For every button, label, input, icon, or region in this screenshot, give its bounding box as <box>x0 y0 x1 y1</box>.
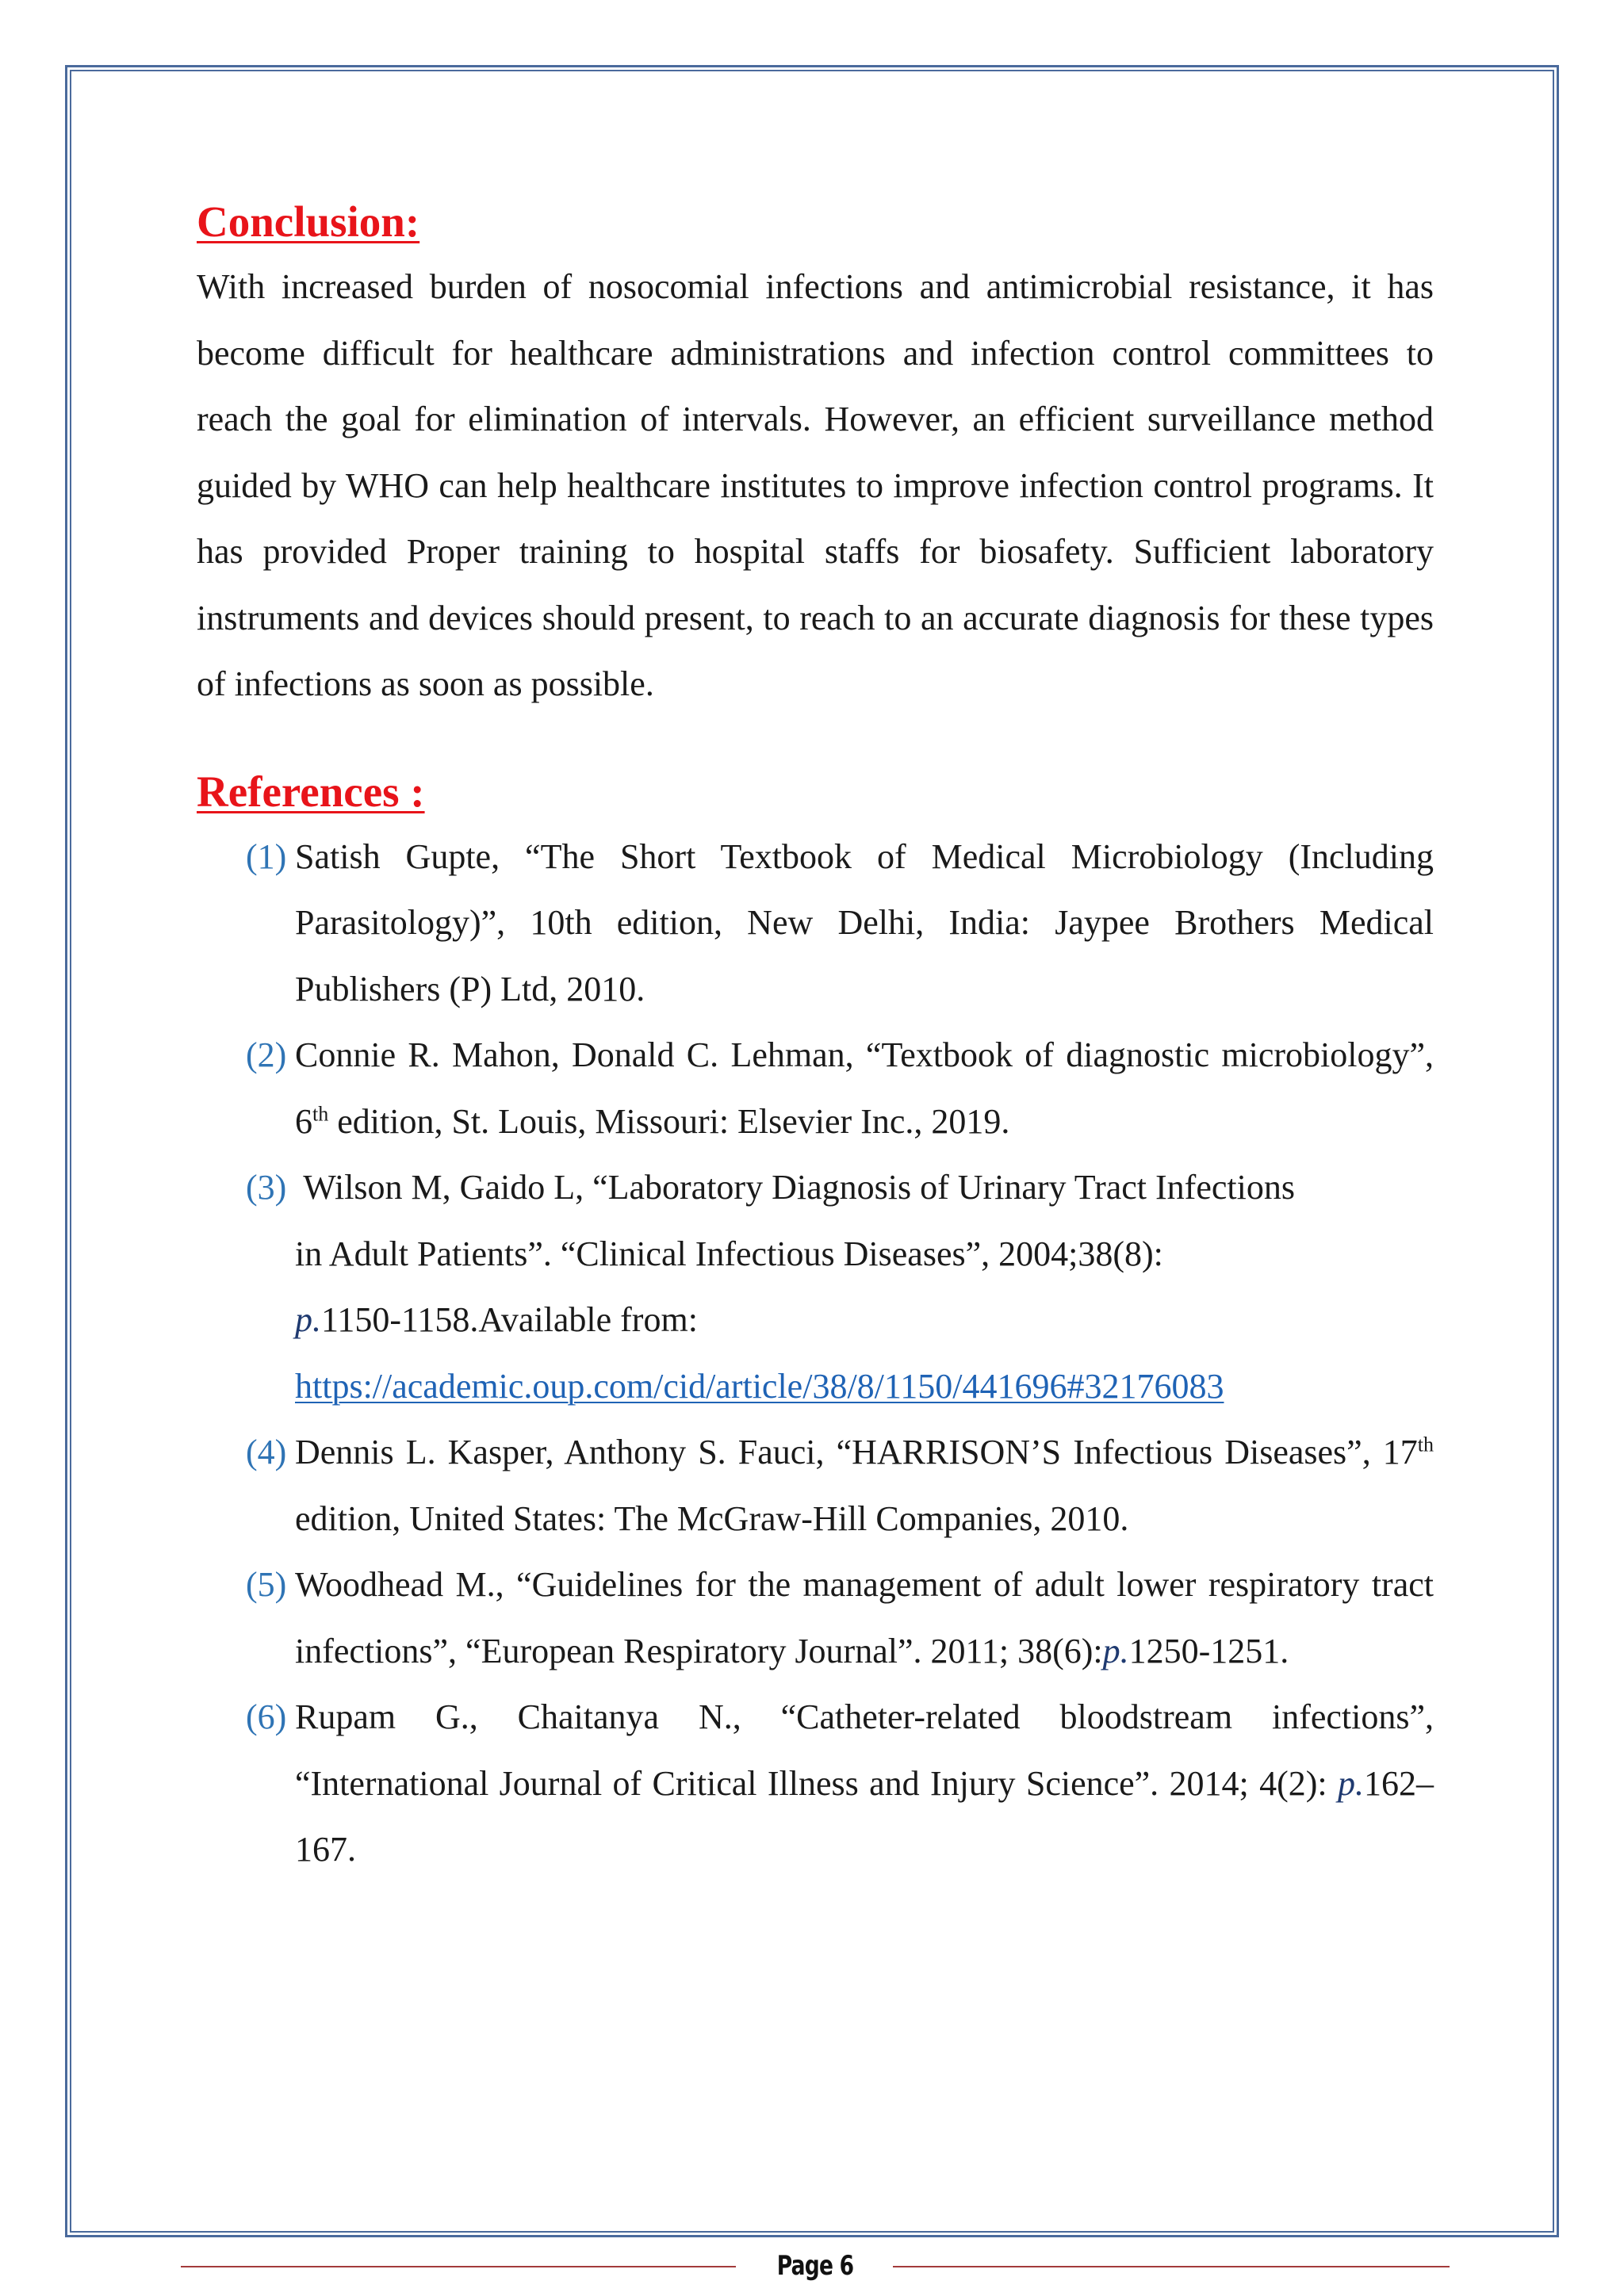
reference-text-part: 1250-1251. <box>1128 1631 1289 1670</box>
reference-item-2 <box>197 1022 1434 1154</box>
reference-line <box>295 1287 1434 1353</box>
reference-number: (3) <box>246 1168 287 1207</box>
page-number: Page 6 <box>776 2250 854 2282</box>
reference-item-6 <box>197 1684 1434 1883</box>
page-prefix: p. <box>1102 1631 1129 1670</box>
reference-list <box>197 824 1434 1883</box>
reference-item-3 <box>197 1154 1434 1419</box>
reference-number: (6) <box>246 1697 287 1736</box>
footer-rule-right <box>893 2266 1450 2267</box>
superscript: th <box>312 1101 329 1125</box>
reference-number: (4) <box>246 1433 287 1471</box>
reference-item-1 <box>197 824 1434 1023</box>
page-prefix: p. <box>1338 1763 1364 1803</box>
reference-text <box>295 1565 1434 1670</box>
footer-rule-left <box>181 2266 736 2267</box>
reference-text-part: Dennis L. Kasper, Anthony S. Fauci, “HARRISON’S Infectious Diseases”, 17 <box>295 1433 1418 1471</box>
superscript: th <box>1417 1433 1434 1456</box>
reference-text-part: Woodhead M., “Guidelines for the management of adult lower respiratory tract infections”, “European Respiratory Journal”. 2011; 38(6): <box>295 1565 1434 1670</box>
reference-line: in Adult Patients”. “Clinical Infectious Diseases”, 2004;38(8): <box>295 1234 1163 1273</box>
reference-item-4 <box>197 1419 1434 1552</box>
reference-text <box>295 1035 1434 1141</box>
reference-text-part: 1150-1158.Available from: <box>321 1300 698 1339</box>
reference-number: (5) <box>246 1565 287 1604</box>
references-heading: References : <box>197 767 425 816</box>
reference-number: (2) <box>246 1035 287 1074</box>
page-footer <box>181 2247 1450 2286</box>
reference-number: (1) <box>246 836 287 876</box>
reference-text-part: Rupam G., Chaitanya N., “Catheter-related bloodstream infections”, “International Journal of Critical Illness and Injury Science”. 2014; 4(2): <box>295 1697 1434 1803</box>
page-prefix: p. <box>295 1300 321 1339</box>
conclusion-paragraph: With increased burden of nosocomial infections and antimicrobial resistance, it has become difficult for healthcare administrations and infection control committees to reach the goal for elimination of intervals. However, an efficient surveillance method guided by WHO can help healthcare institutes to improve infection control programs. It has provided Proper training to hospital staffs for biosafety. Sufficient laboratory instruments and devices should present, to reach to an accurate diagnosis for these types of infections as soon as possible. <box>197 267 1434 703</box>
reference-text-part: Connie R. Mahon, Donald C. Lehman, “Textbook of diagnostic microbiology”, 6 <box>295 1035 1434 1141</box>
reference-text <box>295 1697 1434 1869</box>
reference-line <box>295 1353 1434 1420</box>
page-content <box>197 190 1434 1883</box>
reference-text: Satish Gupte, “The Short Textbook of Medical Microbiology (Including Parasitology)”, 10th edition, New Delhi, India: Jaypee Brothers Medical Publishers (P) Ltd, 2010. <box>295 836 1434 1008</box>
reference-text <box>295 1433 1434 1538</box>
reference-item-5 <box>197 1552 1434 1684</box>
reference-text-part: 162–167. <box>295 1763 1434 1869</box>
reference-text-part: edition, St. Louis, Missouri: Elsevier Inc., 2019. <box>328 1101 1010 1141</box>
reference-link[interactable]: https://academic.oup.com/cid/article/38/8/1150/441696#32176083 <box>295 1366 1224 1406</box>
conclusion-heading: Conclusion: <box>197 197 420 246</box>
reference-text-part: edition, United States: The McGraw-Hill Companies, 2010. <box>295 1498 1129 1538</box>
reference-line: Wilson M, Gaido L, “Laboratory Diagnosis of Urinary Tract Infections <box>295 1168 1295 1207</box>
